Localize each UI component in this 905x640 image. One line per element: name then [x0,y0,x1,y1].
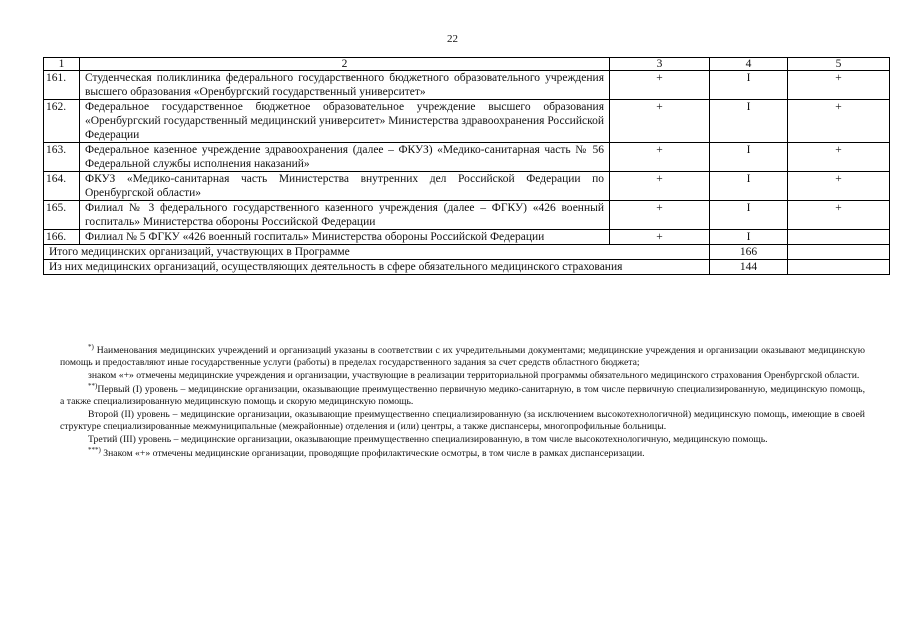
medical-organizations-table [43,57,890,275]
table-header-row [44,58,890,71]
footnote-2c-text: Третий (III) уровень – медицинские организации, оказывающие преимущественно специализированную, в том числе высокотехнологичную, медицинскую помощь. [88,434,768,446]
level-value: I [710,71,788,100]
table-row [44,201,890,230]
header-cell-2: 2 [80,58,610,71]
footnote-3-text: Знаком «+» отмечены медицинские организации, проводящие профилактические осмотры, в том числе в рамках диспансеризации. [103,447,645,459]
organization-name: Студенческая поликлиника федерального государственного бюджетного образовательного учреждения высшего образования «Оренбургский государственный университет» [80,71,610,100]
organization-name: Федеральное государственное бюджетное образовательное учреждение высшего образования «Оренбургский государственный медицинский университет» Министерства здравоохранения Российской Федерации [80,100,610,143]
level-value: I [710,100,788,143]
level-value: I [710,201,788,230]
oms-mark: + [610,71,710,100]
footnote-2b [60,409,865,433]
organization-name: Филиал № 3 федерального государственного казенного учреждения (далее – ФГКУ) «426 военный госпиталь» Министерства обороны Российской Федерации [80,201,610,230]
footnote-1 [60,342,865,369]
level-value: I [710,143,788,172]
footnotes [60,342,865,461]
oms-total-row [44,260,890,275]
footnote-3 [60,445,865,460]
checkup-mark: + [788,71,890,100]
table-row [44,172,890,201]
total-empty-cell [788,245,890,260]
total-label: Итого медицинских организаций, участвующих в Программе [44,245,710,260]
oms-mark: + [610,201,710,230]
oms-total-value: 144 [710,260,788,275]
organization-name: ФКУЗ «Медико-санитарная часть Министерства внутренних дел Российской Федерации по Оренбургской области» [80,172,610,201]
level-value: I [710,230,788,245]
oms-total-label: Из них медицинских организаций, осуществляющих деятельность в сфере обязательного медицинского страхования [44,260,710,275]
row-number: 162. [44,100,80,143]
level-value: I [710,172,788,201]
oms-mark: + [610,100,710,143]
footnote-3-mark: ***) [88,445,101,454]
oms-mark: + [610,172,710,201]
footnote-1-text: Наименования медицинских учреждений и организаций указаны в соответствии с их учредительными документами; медицинские учреждения и организации оказывают медицинскую помощь и предоставляют иные государственные услуги (работы) в пределах государственного задания за счет средств областного бюджета; [60,345,865,369]
organization-name: Филиал № 5 ФГКУ «426 военный госпиталь» Министерства обороны Российской Федерации [80,230,610,245]
footnote-2c [60,434,865,446]
organization-name: Федеральное казенное учреждение здравоохранения (далее – ФКУЗ) «Медико-санитарная часть № 56 Федеральной службы исполнения наказаний» [80,143,610,172]
header-cell-4: 4 [710,58,788,71]
checkup-mark [788,230,890,245]
row-number: 161. [44,71,80,100]
header-cell-3: 3 [610,58,710,71]
oms-mark: + [610,143,710,172]
table-row [44,230,890,245]
header-cell-1: 1 [44,58,80,71]
checkup-mark: + [788,100,890,143]
footnote-2-text: Первый (I) уровень – медицинские организации, оказывающие преимущественно первичную медико-санитарную, в том числе первичную специализированную, медицинскую помощь, а также специализированную медицинскую помощь и скорую медицинскую помощь. [60,383,865,407]
footnote-1-mark: *) [88,342,94,351]
footnote-2-mark: **) [88,381,98,390]
table-row [44,100,890,143]
footnote-1b [60,370,865,382]
row-number: 164. [44,172,80,201]
checkup-mark: + [788,201,890,230]
total-value: 166 [710,245,788,260]
checkup-mark: + [788,172,890,201]
header-cell-5: 5 [788,58,890,71]
oms-mark: + [610,230,710,245]
footnote-2 [60,381,865,408]
page-number: 22 [447,33,458,45]
total-row [44,245,890,260]
row-number: 163. [44,143,80,172]
row-number: 165. [44,201,80,230]
table-row [44,71,890,100]
row-number: 166. [44,230,80,245]
checkup-mark: + [788,143,890,172]
footnote-2b-text: Второй (II) уровень – медицинские организации, оказывающие преимущественно специализированную (за исключением высокотехнологичной) медицинскую помощь, имеющие в своей структуре специализированные межмуниципальные (межрайонные) отделения и (или) центры, а также диспансеры, многопрофильные больницы. [60,409,865,433]
footnote-1b-text: знаком «+» отмечены медицинские учреждения и организации, участвующие в реализации территориальной программы обязательного медицинского страхования Оренбургской области. [88,370,860,382]
oms-total-empty-cell [788,260,890,275]
table-row [44,143,890,172]
